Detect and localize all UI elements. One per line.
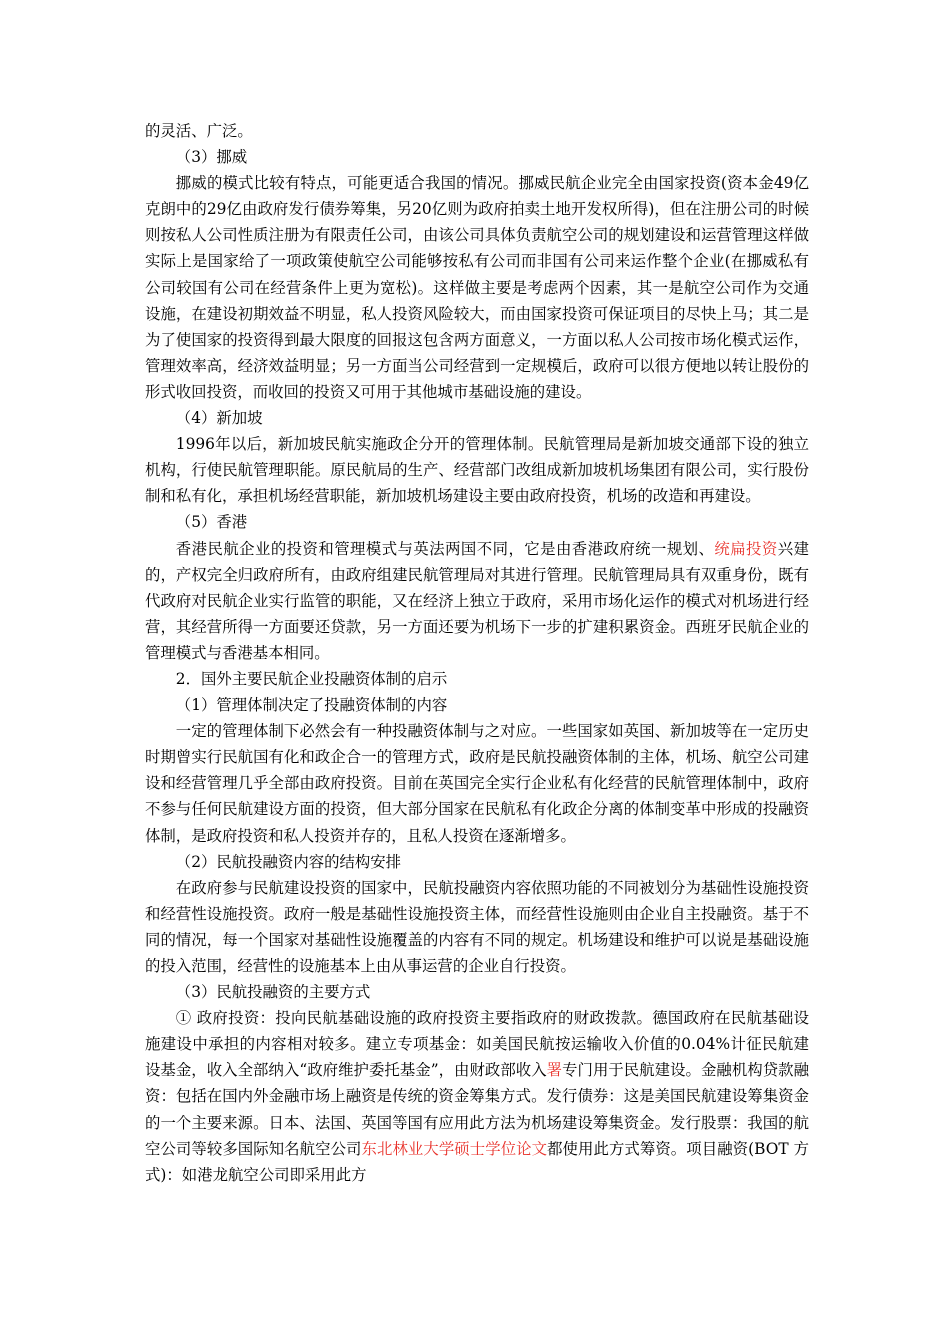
paragraph-2-1: 一定的管理体制下必然会有一种投融资体制与之对应。一些国家如英国、新加坡等在一定历史时期曾实行民航国有化和政企合一的管理方式，政府是民航投融资体制的主体，机场、航空公司建设和经营管理几乎全部由政府投资。目前在英国完全实行企业私有化经营的民航管理体制中，政府不参与任何民航建设方面的投资，但大部分国家在民航私有化政企分离的体制变革中形成的投融资体制，是政府投资和私人投资并存的，且私人投资在逐渐增多。 <box>145 722 809 845</box>
paragraph-singapore: 1996年以后，新加坡民航实施政企分开的管理体制。民航管理局是新加坡交通部下设的独立机构，行使民航管理职能。原民航局的生产、经营部门改组成新加坡机场集团有限公司，实行股份制和私有化，承担机场经营职能，新加坡机场建设主要由政府投资，机场的改造和再建设。 <box>145 435 809 506</box>
hongkong-text-b: 兴建的，产权完全归政府所有，由政府组建民航管理局对其进行管理。民航管理局具有双重身份，既有代政府对民航企业实行监管的职能，又在经济上独立于政府，采用市场化运作的模式对机场进行经营，其经营所得一方面要还贷款，另一方面还要为机场下一步的扩建积累资金。西班牙民航企业的管理模式与香港基本相同。 <box>145 539 809 662</box>
paragraph-hongkong <box>145 536 809 666</box>
paragraph-2-2: 在政府参与民航建设投资的国家中，民航投融资内容依照功能的不同被划分为基础性设施投资和经营性设施投资。政府一般是基础性设施投资主体，而经营性设施则由企业自主投融资。基于不同的情况，每一个国家对基础性设施覆盖的内容有不同的规定。机场建设和维护可以说是基础设施的投入范围，经营性的设施基本上由从事运营的企业自行投资。 <box>145 878 809 975</box>
hongkong-red-link[interactable]: 统扁投资 <box>714 539 778 558</box>
heading-hongkong: （5）香港 <box>175 513 248 532</box>
hongkong-text-a: 香港民航企业的投资和管理模式与英法两国不同，它是由香港政府统一规划、 <box>175 539 715 558</box>
p23-red-link-2[interactable]: 东北林业大学硕士学位论文 <box>361 1139 548 1158</box>
heading-singapore: （4）新加坡 <box>175 409 263 428</box>
heading-2-2: （2）民航投融资内容的结构安排 <box>175 852 402 871</box>
heading-2-3: （3）民航投融资的主要方式 <box>175 983 371 1002</box>
p23-text-b: 专门用于民航建设。金融机构贷款融资：包括在国内外金融市场上融资是传统的资金筹集方式。发行债券：这是美国民航建设筹集资金的一个主要来源。日本、法国、英国等国有应用此方法为机场建设筹集资金。发行股票：我国的航空公司等较多国际知名航空公司 <box>145 1061 809 1158</box>
p23-red-link-1[interactable]: 署 <box>546 1061 563 1080</box>
document-page <box>145 118 809 1188</box>
paragraph-norway: 挪威的模式比较有特点，可能更适合我国的情况。挪威民航企业完全由国家投资(资本金49亿克朗中的29亿由政府发行债券筹集，另20亿则为政府拍卖土地开发权所得)，但在注册公司的时候则按私人公司性质注册为有限责任公司，由该公司具体负责航空公司的规划建设和运营管理这样做实际上是国家给了一项政策使航空公司能够按私有公司而非国有公司来运作整个企业(在挪威私有公司较国有公司在经营条件上更为宽松)。这样做主要是考虑两个因素，其一是航空公司作为交通设施，在建设初期效益不明显，私人投资风险较大，而由国家投资可保证项目的尽快上马；其二是为了使国家的投资得到最大限度的回报这包含两方面意义，一方面以私人公司按市场化模式运作，管理效率高，经济效益明显；另一方面当公司经营到一定规模后，政府可以很方便地以转让股份的形式收回投资，而收回的投资又可用于其他城市基础设施的建设。 <box>145 174 809 401</box>
intro-tail-paragraph: 的灵活、广泛。 <box>145 122 253 140</box>
p23-text-a: ① 政府投资：投向民航基础设施的政府投资主要指政府的财政拨款。德国政府在民航基础设施建设中承担的内容相对较多。建立专项基金：如美国民航按运输收入价值的0.04%计征民航建设基金，收入全部纳入“政府维护委托基金”，由财政部收入 <box>145 1009 809 1080</box>
p23-text-c: 都使用此方式筹资。项目融资(BOT 方式)：如港龙航空公司即采用此方 <box>145 1139 809 1184</box>
heading-norway: （3）挪威 <box>175 148 248 167</box>
heading-section-2: 2．国外主要民航企业投融资体制的启示 <box>175 669 448 688</box>
paragraph-2-3 <box>145 1005 809 1188</box>
heading-2-1: （1）管理体制决定了投融资体制的内容 <box>175 696 448 715</box>
